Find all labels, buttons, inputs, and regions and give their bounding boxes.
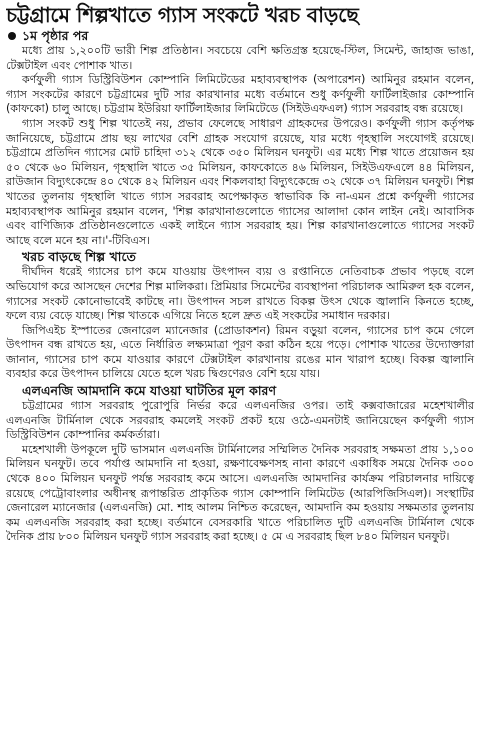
paragraph: মধ্যে প্রায় ১,২০০টি ভারী শিল্প প্রতিষ্ঠান। সবচেয়ে বেশি ক্ষতিগ্রস্ত হয়েছে-স্টিল, সিমেন্ট, জাহাজ ভাঙা, টেক্সটাইল এবং পোশাক খাত। bbox=[6, 44, 474, 72]
paragraph: কর্ণফুলী গ্যাস ডিস্ট্রিবিউশন কোম্পানি লিমিটেডের মহাব্যবস্থাপক (অপারেশন) আমিনুর রহমান বলেন, গ্যাস সংকটের কারণে চট্টগ্রামের দুটি সার কারখানার মধ্যে বর্তমানে শুধু কর্ণফুলী ফার্টিলাইজার কোম্পানি (কাফকো) চালু আছে। চট্টগ্রাম ইউরিয়া ফার্টিলাইজার লিমিটেডে (সিইউএফএল) গ্যাস সরবরাহ বন্ধ রয়েছে। bbox=[6, 73, 474, 116]
continued-marker bbox=[8, 28, 474, 44]
subheading-lng: এলএনজি আমদানি কমে যাওয়া ঘাটতির মূল কারণ bbox=[22, 383, 277, 399]
paragraph: দীর্ঘদিন ধরেই গ্যাসের চাপ কমে যাওয়ায় উৎপাদন ব্যয় ও রপ্তানিতে নেতিবাচক প্রভাব পড়ছে বলে অভিযোগ করে আসছেন দেশের শিল্প মালিকরা। প্রিমিয়ার সিমেন্টের ব্যবস্থাপনা পরিচালক আমিরুল হক বলেন, গ্যাসের সংকট কোনোভাবেই কাটছে না। উৎপাদন সচল রাখতে বিকল্প উৎস থেকে জ্বালানি কিনতে হচ্ছে, ফলে ব্যয় বেড়ে যাচ্ছে। শিল্প খাতকে এগিয়ে নিতে হলে দ্রুত এই সংকটের সমাধান দরকার। bbox=[6, 265, 474, 323]
subheading-costs: খরচ বাড়ছে শিল্প খাতে bbox=[22, 249, 136, 265]
article-body bbox=[6, 44, 474, 545]
paragraph: চট্টগ্রামের গ্যাস সরবরাহ পুরোপুরি নির্ভর করে এলএনজির ওপর। তাই কক্সবাজারের মহেশখালীর এলএনজি টার্মিনাল থেকে সরবরাহ কমলেই সংকট প্রকট হয়ে ওঠে-এমনটাই জানিয়েছেন কর্ণফুলী গ্যাস ডিস্ট্রিবিউশন কোম্পানির কর্মকর্তারা। bbox=[6, 399, 474, 442]
paragraph: গ্যাস সংকট শুধু শিল্প খাতেই নয়, প্রভাব ফেলেছে সাধারণ গ্রাহকদের উপরেও। কর্ণফুলী গ্যাস কর্তৃপক্ষ জানিয়েছে, চট্টগ্রামে প্রায় ছয় লাখের বেশি গ্রাহক সংযোগ রয়েছে, যার মধ্যে গৃহস্থালি সংযোগই রয়েছে। চট্টগ্রামে প্রতিদিন গ্যাসের মোট চাহিদা ৩১২ থেকে ৩৫০ মিলিয়ন ঘনফুট। এর মধ্যে শিল্প খাতে প্রয়োজন হয় ৫০ থেকে ৬০ মিলিয়ন, গৃহস্থালি খাতে ৩৫ মিলিয়ন, কাফকোতে ৪৬ মিলিয়ন, সিইউএফএলে ৪৪ মিলিয়ন, রাউজান বিদ্যুৎকেন্দ্রে ৪০ থেকে ৪২ মিলিয়ন এবং শিকলবাহা বিদ্যুৎকেন্দ্রে ৩২ থেকে ৩৭ মিলিয়ন ঘনফুট। শিল্প খাতের তুলনায় গৃহস্থালি খাতে গ্যাস সরবরাহ অপেক্ষাকৃত স্বাভাবিক কি না-এমন প্রশ্নে কর্ণফুলী গ্যাসের মহাব্যবস্থাপক আমিনুর রহমান বলেন, 'শিল্প কারখানাগুলোতে গ্যাসের আলাদা কোন লাইন নেই। আবাসিক এবং বাণিজ্যিক প্রতিষ্ঠানগুলোতে একই লাইনে গ্যাস সরবরাহ হয়। শিল্প কারখানাগুলোতে গ্যাসের সংকট আছে বলে মনে হয় না।'-টিবিএস। bbox=[6, 116, 474, 247]
headline: চট্টগ্রামে শিল্পখাতে গ্যাস সংকটে খরচ বাড়ছে bbox=[6, 3, 359, 27]
paragraph: মহেশখালী উপকূলে দুটি ভাসমান এলএনজি টার্মিনালের সম্মিলিত দৈনিক সরবরাহ সক্ষমতা প্রায় ১,১০০ মিলিয়ন ঘনফুট। তবে পর্যাপ্ত আমদানি না হওয়া, রক্ষণাবেক্ষণসহ নানা কারণে একাধিক সময়ে দৈনিক ৩০০ থেকে ৪০০ মিলিয়ন ঘনফুট পর্যন্ত সরবরাহ কমে আসে। এলএনজি আমদানির কার্যক্রম পরিচালনার দায়িত্বে রয়েছে পেট্রোবাংলার অধীনস্থ রূপান্তরিত প্রাকৃতিক গ্যাস কোম্পানি লিমিটেড (আরপিজিসিএল)। সংস্থাটির জেনারেল ম্যানেজার (এলএনজি) মো. শাহ আলম নিশ্চিত করেছেন, আমদানি কম হওয়ায় সক্ষমতার তুলনায় কম এলএনজি সরবরাহ করা হচ্ছে। বর্তমানে বেসরকারি খাতে পরিচালিত দুটি এলএনজি টার্মিনাল থেকে দৈনিক প্রায় ৮০০ মিলিয়ন ঘনফুট গ্যাস সরবরাহ করা হচ্ছে। ৫ মে এ সরবরাহ ছিল ৮৪০ মিলিয়ন ঘনফুট। bbox=[6, 442, 474, 544]
paragraph: জিপিএইচ ইস্পাতের জেনারেল ম্যানেজার (প্রোডাকশন) রিমন বড়ুয়া বলেন, গ্যাসের চাপ কমে গেলে উৎপাদন বন্ধ রাখতে হয়, এতে নির্ধারিত লক্ষ্যমাত্রা পূরণ করা কঠিন হয়ে পড়ে। পোশাক খাতের উদ্যোক্তারা জানান, গ্যাসের চাপ কমে যাওয়ার কারণে টেক্সটাইল কারখানায় রঙের মান খারাপ হচ্ছে। বিকল্প জ্বালানি ব্যবহার করে উৎপাদন চালিয়ে যেতে হলে খরচ দ্বিগুণেরও বেশি হয়ে যায়। bbox=[6, 323, 474, 381]
bullet-icon bbox=[8, 32, 16, 40]
continued-label: ১ম পৃষ্ঠার পর bbox=[22, 28, 89, 43]
